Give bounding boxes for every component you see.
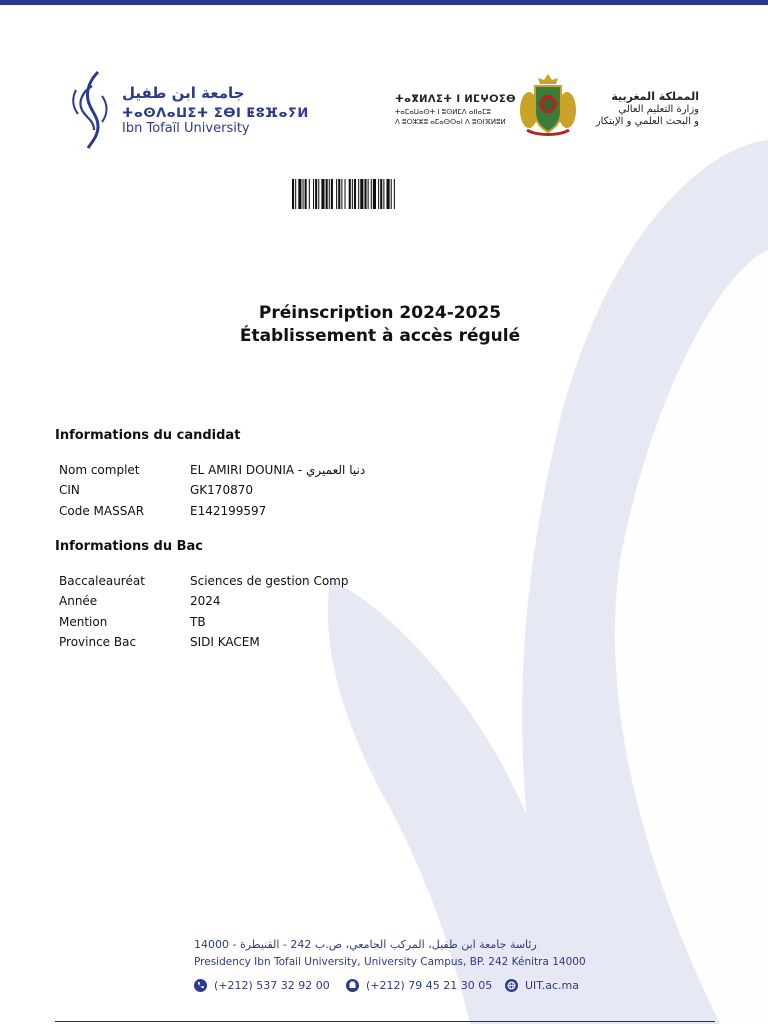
candidate-row-cin [59, 483, 559, 501]
ministry-arabic-line3: و البحث العلمي و الإبتكار [595, 116, 699, 127]
row-label: Province Bac [59, 635, 137, 649]
row-label: CIN [59, 483, 80, 497]
footer-phone [194, 979, 330, 992]
bottom-divider [55, 1021, 715, 1022]
row-value: SIDI KACEM [190, 635, 260, 649]
bac-row-annee [59, 594, 559, 612]
ministry-tifinagh [395, 94, 516, 126]
row-label: Code MASSAR [59, 504, 145, 518]
row-value: GK170870 [190, 483, 253, 497]
row-value: Sciences de gestion Comp [190, 574, 349, 588]
bac-row-mention [59, 615, 559, 633]
row-value: E142199597 [190, 504, 267, 518]
ministry-tifinagh-line2: ⵜⴰⵎⴰⵡⴰⵙⵜ ⵏ ⵓⵙⵍⵎⴷ ⴰⵏⵏⴰⵎⵓ [395, 108, 491, 116]
title-line-1: Préinscription 2024-2025 [258, 303, 502, 323]
university-english-name: Ibn Tofaïl University [122, 121, 250, 136]
row-label: Nom complet [59, 463, 140, 477]
website-link[interactable]: UIT.ac.ma [525, 979, 579, 992]
ministry-arabic-line1: المملكة المغربية [611, 90, 699, 103]
row-value: 2024 [190, 594, 221, 608]
fax-text: (+212) 79 45 21 30 05 [366, 979, 493, 992]
university-logo [68, 68, 309, 153]
row-label: Baccaleauréat [59, 574, 145, 588]
candidate-section-heading: Informations du candidat [55, 428, 241, 443]
footer-arabic-address: رئاسة جامعة ابن طفيل، المركب الجامعي، ص.ب 242 - القنيطرة - 14000 [194, 938, 537, 951]
candidate-row-massar [59, 504, 559, 522]
ministry-tifinagh-line1: ⵜⴰⴳⵍⴷⵉⵜ ⵏ ⵍⵎⵖⵔⵉⴱ [395, 94, 516, 105]
royal-emblem-icon [517, 72, 579, 138]
barcode-icon [292, 179, 475, 209]
footer-website[interactable] [505, 979, 579, 992]
footer-contacts [194, 979, 594, 997]
title-line-2: Établissement à accès régulé [239, 326, 521, 346]
bac-section-heading: Informations du Bac [55, 539, 204, 554]
row-label: Année [59, 594, 98, 608]
bac-row-baccalaureat [59, 574, 559, 592]
row-value: TB [190, 615, 206, 629]
university-tifinagh-name: ⵜⴰⵙⴷⴰⵡⵉⵜ ⵉⴱⵏ ⵟⵓⴼⴰⵢⵍ [122, 106, 309, 121]
footer-english-address: Presidency Ibn Tofail University, University Campus, BP. 242 Kénitra 14000 [194, 956, 586, 968]
ministry-logo [393, 72, 703, 142]
globe-icon [505, 979, 518, 992]
row-value: EL AMIRI DOUNIA - دنيا العميري [190, 463, 366, 477]
bac-row-province [59, 635, 559, 653]
university-arabic-name: جامعة ابن طفيل [122, 84, 245, 102]
candidate-row-full-name [59, 463, 559, 481]
footer-fax [346, 979, 492, 992]
fax-icon [346, 979, 359, 992]
row-label: Mention [59, 615, 108, 629]
university-logo-icon [68, 68, 116, 150]
ministry-tifinagh-line3: ⴷ ⵓⵔⵣⵣⵓ ⴰⵎⴰⵙⵙⴰⵏ ⴷ ⵓⵙⵏⴼⵍⵓⵍ [395, 118, 506, 126]
phone-text: (+212) 537 32 92 00 [214, 979, 330, 992]
phone-icon [194, 979, 207, 992]
ministry-arabic [583, 90, 699, 127]
ministry-arabic-line2: وزارة التعليم العالي [618, 104, 699, 115]
footer-address [194, 938, 584, 968]
page-title [0, 302, 760, 348]
